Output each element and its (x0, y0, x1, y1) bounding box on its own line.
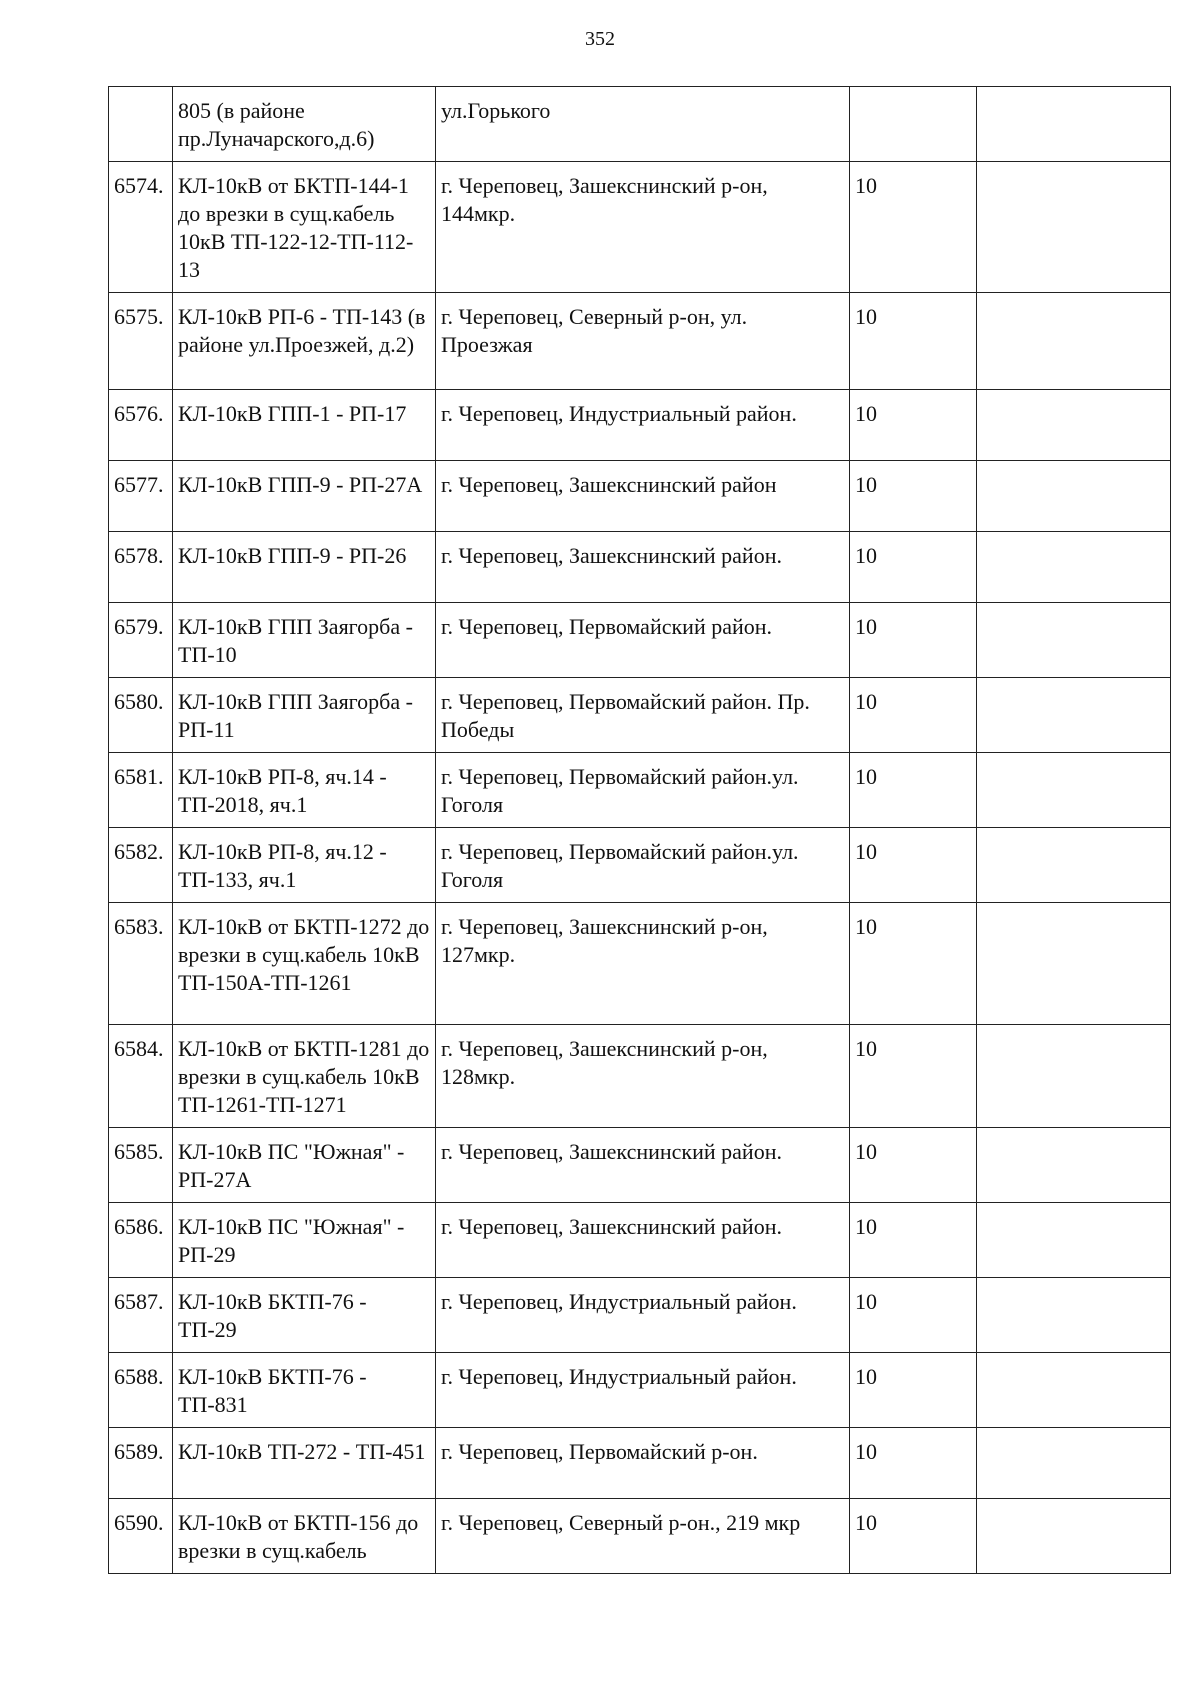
voltage-cell: 10 (850, 603, 977, 678)
cable-line-name-cell: КЛ-10кВ РП-6 - ТП-143 (в районе ул.Проезжей, д.2) (173, 293, 436, 390)
table-row (109, 903, 1171, 1025)
cable-line-name-cell: КЛ-10кВ ГПП-1 - РП-17 (173, 390, 436, 461)
table-row (109, 603, 1171, 678)
voltage-cell: 10 (850, 1278, 977, 1353)
cable-line-name-cell: КЛ-10кВ ГПП-9 - РП-27А (173, 461, 436, 532)
location-address-cell: г. Череповец, Северный р-он, ул. Проезжая (436, 293, 850, 390)
cable-line-name-cell: КЛ-10кВ РП-8, яч.14 - ТП-2018, яч.1 (173, 753, 436, 828)
location-address-cell: г. Череповец, Зашекснинский район. (436, 1203, 850, 1278)
location-address-cell: г. Череповец, Индустриальный район. (436, 1353, 850, 1428)
voltage-cell: 10 (850, 903, 977, 1025)
row-number-cell: 6588. (109, 1353, 173, 1428)
cable-line-name-cell: КЛ-10кВ БКТП-76 - ТП-831 (173, 1353, 436, 1428)
empty-cell (977, 293, 1171, 390)
cable-line-name-cell: КЛ-10кВ от БКТП-1281 до врезки в сущ.кабель 10кВ ТП-1261-ТП-1271 (173, 1025, 436, 1128)
empty-cell (977, 828, 1171, 903)
table-row (109, 1025, 1171, 1128)
location-address-cell: г. Череповец, Первомайский район.ул. Гоголя (436, 828, 850, 903)
table-row (109, 1128, 1171, 1203)
empty-cell (977, 162, 1171, 293)
voltage-cell: 10 (850, 1499, 977, 1574)
empty-cell (977, 532, 1171, 603)
cable-line-name-cell: КЛ-10кВ ТП-272 - ТП-451 (173, 1428, 436, 1499)
row-number-cell: 6589. (109, 1428, 173, 1499)
voltage-cell: 10 (850, 162, 977, 293)
location-address-cell: г. Череповец, Зашекснинский район. (436, 1128, 850, 1203)
voltage-cell: 10 (850, 461, 977, 532)
cable-line-name-cell: КЛ-10кВ ПС "Южная" - РП-27А (173, 1128, 436, 1203)
empty-cell (977, 1278, 1171, 1353)
cable-line-name-cell: КЛ-10кВ РП-8, яч.12 - ТП-133, яч.1 (173, 828, 436, 903)
cable-line-name-cell: КЛ-10кВ ГПП-9 - РП-26 (173, 532, 436, 603)
empty-cell (977, 1203, 1171, 1278)
row-number-cell: 6590. (109, 1499, 173, 1574)
cable-line-name-cell: КЛ-10кВ ПС "Южная" - РП-29 (173, 1203, 436, 1278)
cable-line-name-cell: КЛ-10кВ от БКТП-144-1 до врезки в сущ.кабель 10кВ ТП-122-12-ТП-112-13 (173, 162, 436, 293)
empty-cell (977, 1353, 1171, 1428)
cable-line-name-cell: КЛ-10кВ от БКТП-156 до врезки в сущ.кабель (173, 1499, 436, 1574)
location-address-cell: г. Череповец, Первомайский район. (436, 603, 850, 678)
row-number-cell: 6580. (109, 678, 173, 753)
table-row (109, 162, 1171, 293)
location-address-cell: г. Череповец, Индустриальный район. (436, 390, 850, 461)
table-row (109, 461, 1171, 532)
voltage-cell: 10 (850, 753, 977, 828)
table-row (109, 753, 1171, 828)
location-address-cell: г. Череповец, Зашекснинский район. (436, 532, 850, 603)
empty-cell (977, 461, 1171, 532)
row-number-cell: 6574. (109, 162, 173, 293)
empty-cell (977, 903, 1171, 1025)
table-row (109, 293, 1171, 390)
table-row (109, 1278, 1171, 1353)
empty-cell (977, 390, 1171, 461)
location-address-cell: г. Череповец, Первомайский район. Пр. Победы (436, 678, 850, 753)
location-address-cell: г. Череповец, Северный р-он., 219 мкр (436, 1499, 850, 1574)
voltage-cell: 10 (850, 678, 977, 753)
empty-cell (977, 753, 1171, 828)
voltage-cell: 10 (850, 532, 977, 603)
row-number-cell: 6581. (109, 753, 173, 828)
empty-cell (977, 603, 1171, 678)
voltage-cell: 10 (850, 1353, 977, 1428)
voltage-cell: 10 (850, 1128, 977, 1203)
empty-cell (977, 678, 1171, 753)
location-address-cell: г. Череповец, Зашекснинский р-он, 144мкр. (436, 162, 850, 293)
row-number-cell: 6587. (109, 1278, 173, 1353)
location-address-cell: г. Череповец, Зашекснинский р-он, 128мкр. (436, 1025, 850, 1128)
voltage-cell: 10 (850, 1428, 977, 1499)
voltage-cell: 10 (850, 1025, 977, 1128)
row-number-cell: 6586. (109, 1203, 173, 1278)
row-number-cell (109, 87, 173, 162)
empty-cell (977, 1499, 1171, 1574)
empty-cell (977, 1428, 1171, 1499)
empty-cell (977, 1128, 1171, 1203)
location-address-cell: г. Череповец, Зашекснинский район (436, 461, 850, 532)
table-row (109, 1203, 1171, 1278)
cable-line-name-cell: КЛ-10кВ ГПП Заягорба - РП-11 (173, 678, 436, 753)
table-row (109, 1428, 1171, 1499)
row-number-cell: 6575. (109, 293, 173, 390)
table-row (109, 87, 1171, 162)
registry-table (108, 86, 1171, 1574)
cable-line-name-cell: КЛ-10кВ ГПП Заягорба - ТП-10 (173, 603, 436, 678)
page-number: 352 (585, 28, 615, 50)
table-row (109, 678, 1171, 753)
registry-table-body (109, 87, 1171, 1574)
voltage-cell: 10 (850, 390, 977, 461)
row-number-cell: 6578. (109, 532, 173, 603)
row-number-cell: 6577. (109, 461, 173, 532)
voltage-cell: 10 (850, 1203, 977, 1278)
row-number-cell: 6585. (109, 1128, 173, 1203)
table-row (109, 1499, 1171, 1574)
table-row (109, 1353, 1171, 1428)
location-address-cell: г. Череповец, Первомайский район.ул. Гоголя (436, 753, 850, 828)
empty-cell (977, 1025, 1171, 1128)
table-row (109, 390, 1171, 461)
row-number-cell: 6584. (109, 1025, 173, 1128)
location-address-cell: г. Череповец, Зашекснинский р-он, 127мкр. (436, 903, 850, 1025)
table-row (109, 828, 1171, 903)
location-address-cell: г. Череповец, Индустриальный район. (436, 1278, 850, 1353)
voltage-cell (850, 87, 977, 162)
cable-line-name-cell: КЛ-10кВ БКТП-76 - ТП-29 (173, 1278, 436, 1353)
cable-line-name-cell: 805 (в районе пр.Луначарского,д.6) (173, 87, 436, 162)
table-row (109, 532, 1171, 603)
row-number-cell: 6583. (109, 903, 173, 1025)
location-address-cell: ул.Горького (436, 87, 850, 162)
location-address-cell: г. Череповец, Первомайский р-он. (436, 1428, 850, 1499)
row-number-cell: 6576. (109, 390, 173, 461)
voltage-cell: 10 (850, 828, 977, 903)
row-number-cell: 6582. (109, 828, 173, 903)
empty-cell (977, 87, 1171, 162)
voltage-cell: 10 (850, 293, 977, 390)
cable-line-name-cell: КЛ-10кВ от БКТП-1272 до врезки в сущ.кабель 10кВ ТП-150А-ТП-1261 (173, 903, 436, 1025)
row-number-cell: 6579. (109, 603, 173, 678)
